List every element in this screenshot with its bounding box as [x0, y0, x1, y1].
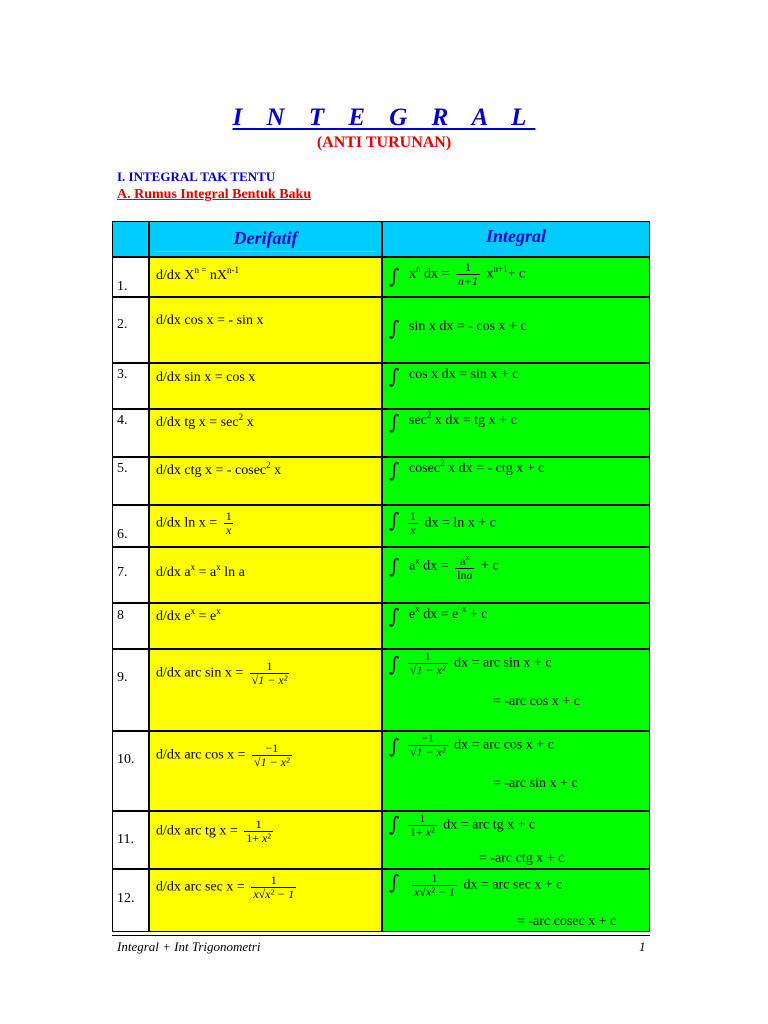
row-number: 6.	[117, 527, 128, 542]
footer-title: Integral + Int Trigonometri	[117, 939, 261, 954]
integral-sign-icon: ∫	[389, 604, 400, 628]
integral-sign-icon: ∫	[389, 364, 400, 388]
integral-sign-icon: ∫	[389, 652, 400, 676]
integral-sign-icon: ∫	[389, 870, 400, 894]
integral-formula: cos x dx = sin x + c	[409, 367, 519, 382]
integral-formula: $\frac{1}{\text{√1 − x²}}$ dx = arc sin x + c	[410, 649, 552, 677]
integral-sign-icon: ∫	[389, 734, 400, 758]
derivative-formula: d/dx sin x = cos x	[156, 370, 256, 385]
integral-formula: $x^n$ dx = $\frac{1}{n+1}$ $x^{n+1}+ c$	[409, 260, 526, 288]
header-derivative-cell	[149, 221, 382, 257]
integral-sign-icon: ∫	[389, 410, 400, 434]
derivative-formula: d/dx arc cos x = $\frac{-1}{\text{√1 − x²}}$	[156, 741, 290, 769]
derivative-formula: d/dx arc tg x = $\frac{1}{\text{1+ x²}}$	[156, 817, 271, 845]
header-integral-cell	[382, 221, 650, 257]
section-heading: I. INTEGRAL TAK TENTU	[117, 169, 276, 184]
row-number: 7.	[117, 565, 128, 580]
row-number: 5.	[117, 461, 128, 476]
integral-formula: $e^x$ dx = e $^x$ + c	[409, 604, 488, 622]
row-number: 3.	[117, 367, 128, 382]
table-header	[112, 221, 650, 257]
header-integral-label: Integral	[485, 226, 546, 246]
row-number: 11.	[117, 832, 134, 847]
page-subtitle: (ANTI TURUNAN)	[316, 134, 452, 151]
page-number: 1	[639, 939, 646, 954]
derivative-formula: d/dx ln x = $\frac{1}{x}$	[156, 509, 232, 537]
integral-formula: $\frac{1}{\text{x√x² − 1}}$ dx = arc sec x + c	[414, 871, 563, 899]
integral-sign-icon: ∫	[389, 458, 400, 482]
row-number: 4.	[117, 413, 128, 428]
page-title: I N T E G R A L	[232, 104, 536, 131]
integral-formula: cosec$^2$ x dx = - ctg x + c	[409, 458, 545, 476]
derivative-formula: d/dx cos x = - sin x	[156, 313, 264, 328]
integral-alt-formula: = -arc cosec x + c	[517, 914, 617, 929]
integral-sign-icon: ∫	[389, 508, 400, 532]
subsection-heading: A. Rumus Integral Bentuk Baku	[117, 187, 312, 202]
footer-divider	[112, 935, 650, 936]
derivative-formula: d/dx ctg x = - cosec$^2$ x	[156, 460, 282, 478]
integral-formula: $\frac{-1}{\text{√1 − x²}}$ dx = arc cos x + c	[410, 731, 554, 759]
derivative-formula: d/dx tg $x = \sec^2 x$	[156, 412, 254, 430]
row-number: 12.	[117, 891, 135, 906]
integral-sign-icon: ∫	[389, 316, 400, 340]
integral-formula: sin x dx = - cos x + c	[409, 319, 527, 334]
derivative-formula: d/dx arc sec x = $\frac{1}{\text{x√x² − 1}}$	[156, 873, 295, 901]
integral-alt-formula: = -arc cos x + c	[493, 694, 580, 709]
header-number-cell	[112, 221, 149, 257]
row-number: 9.	[117, 670, 128, 685]
row-number: 1.	[117, 279, 128, 294]
integral-sign-icon: ∫	[389, 812, 400, 836]
row-number: 10.	[117, 752, 135, 767]
integral-sign-icon: ∫	[389, 554, 400, 578]
integral-alt-formula: = -arc ctg x + c	[479, 851, 565, 866]
row-number: 8	[117, 608, 124, 623]
derivative-formula: d/dx $e^x = e^x$	[156, 606, 221, 624]
integral-formula: $\sec^2 x$ dx = tg x + c	[409, 410, 517, 428]
header-derivative-label: Derifatif	[154, 226, 377, 252]
integral-formula: $a^x$ dx = $\frac{a^x}{\ln a}$ + c	[409, 553, 499, 582]
integral-formula: $\frac{1}{\text{1+ x²}}$ dx = arc tg x + c	[410, 811, 536, 839]
derivative-formula: d/dx $X^{n =}$ $nX^{n-1}$	[156, 265, 239, 283]
integral-sign-icon: ∫	[389, 264, 400, 288]
integral-alt-formula: = -arc sin x + c	[493, 776, 578, 791]
derivative-formula: d/dx $a^x = a^x$ ln a	[156, 562, 245, 580]
derivative-formula: d/dx arc sin x = $\frac{1}{\text{√1 − x²}}$	[156, 659, 288, 687]
integral-formula: $\frac{1}{x}$ dx = ln x + c	[410, 509, 496, 537]
row-number: 2.	[117, 317, 128, 332]
